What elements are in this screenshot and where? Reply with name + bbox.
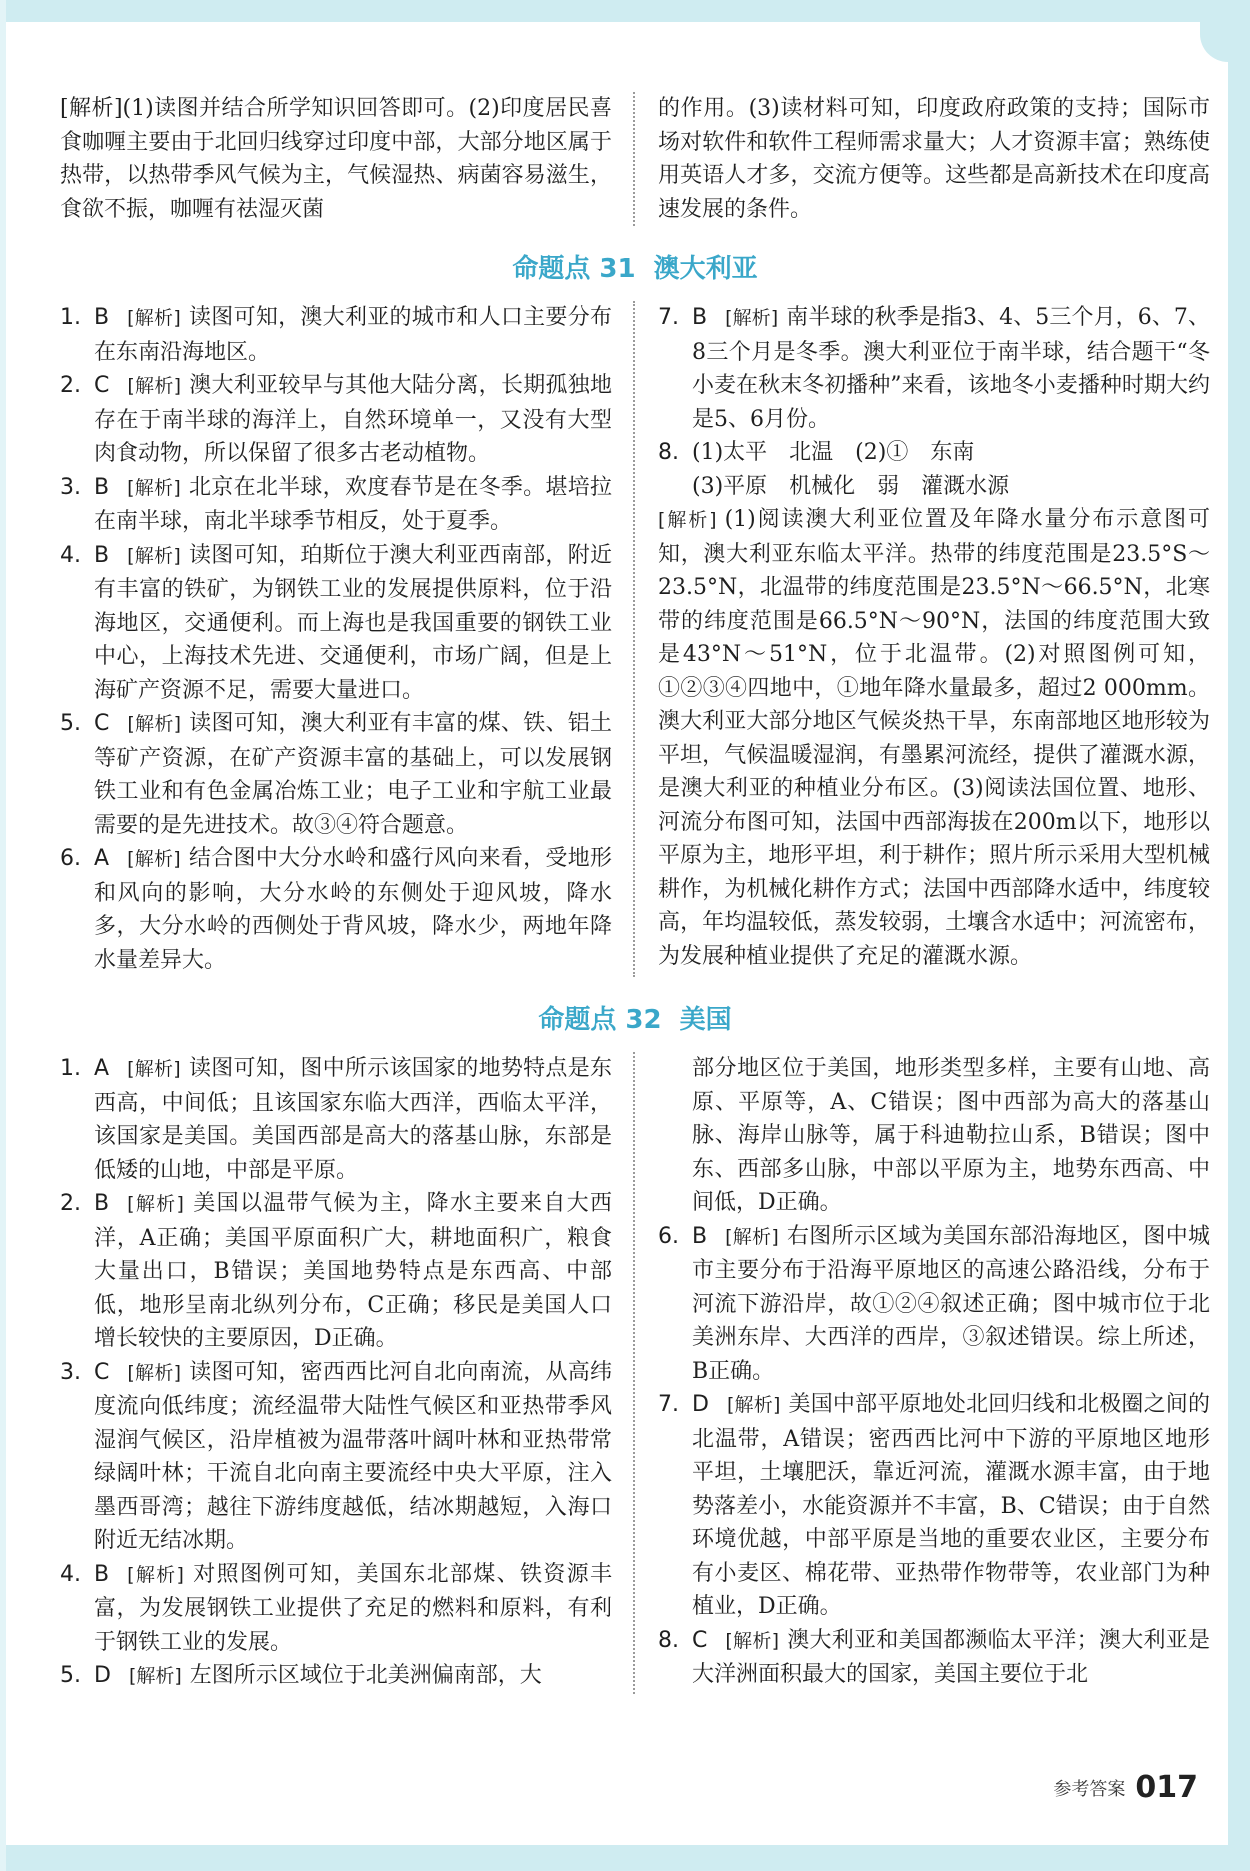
question-number: 8. (658, 1627, 679, 1653)
question-number: 3. (60, 474, 81, 500)
question-number: 6. (658, 1223, 679, 1249)
section-31-heading (60, 248, 1210, 285)
analysis-text: 结合图中大分水岭和盛行风向来看，受地形和风向的影响，大分水岭的东侧处于迎风坡，降水多，大分水岭的西侧处于背风坡，降水少，两地年降水量差异大。 (94, 846, 612, 973)
answer-letter: A (94, 846, 110, 871)
answer-analysis (658, 503, 1210, 973)
answer-letter: B (692, 305, 708, 330)
analysis-tag: [解析] (725, 1225, 779, 1248)
answer-page (60, 92, 1210, 1694)
analysis-tag: [解析] (726, 1394, 781, 1416)
answer-item (60, 842, 612, 977)
answer-letter: C (94, 373, 110, 398)
answer-item (60, 1659, 612, 1694)
question-number: 5. (60, 711, 81, 736)
question-number: 2. (60, 373, 81, 398)
page-border-right (1228, 0, 1250, 1871)
analysis-tag: [解析] (127, 848, 181, 870)
intro-right-text: 的作用。(3)读材料可知，印度政府政策的支持；国际市场对软件和软件工程师需求量大；人才资源丰富；熟练使用英语人才多，交流方便等。这些都是高新技术在印度高速发展的条件。 (658, 96, 1210, 222)
analysis-tag: [解析] (127, 307, 181, 329)
analysis-tag: [解析] (127, 1563, 184, 1586)
answer-item (658, 1624, 1210, 1692)
intro-left-text: [解析](1)读图并结合所学知识回答即可。(2)印度居民喜食咖喱主要由于北回归线穿过印度中部，大部分地区属于热带，以热带季风气候为主，气候湿热、病菌容易滋生，食欲不振，咖喱有祛湿灭菌 (60, 96, 612, 222)
question-number: 1. (60, 1056, 81, 1081)
question-number: 4. (60, 1561, 81, 1587)
section-32-label: 命题点 32 (538, 1005, 662, 1035)
analysis-tag: [解析] (127, 1058, 181, 1080)
analysis-tag: [解析] (127, 544, 181, 567)
answer-item (658, 301, 1210, 436)
section-31-block (60, 301, 1210, 977)
answer-item (60, 539, 612, 708)
analysis-text: 读图可知，澳大利亚的城市和人口主要分布在东南沿海地区。 (94, 305, 612, 365)
continued-text (658, 1052, 1210, 1220)
page-border-bottom (0, 1845, 1250, 1871)
answer-item (60, 369, 612, 471)
analysis-tag: [解析] (127, 1361, 181, 1384)
analysis-text: 左图所示区域位于北美洲偏南部，大 (189, 1663, 542, 1688)
question-number: 6. (60, 846, 81, 871)
page-number: 017 (1135, 1770, 1198, 1805)
answer-item (60, 1187, 612, 1356)
page-corner-tab (1200, 22, 1228, 62)
analysis-tag: [解析] (725, 307, 779, 329)
analysis-text: 对照图例可知，美国东北部煤、铁资源丰富，为发展钢铁工业提供了充足的燃料和原料，有利于钢铁工业的发展。 (94, 1561, 612, 1655)
footer-label: 参考答案 (1053, 1778, 1126, 1800)
question-number: 1. (60, 305, 81, 330)
analysis-text: 读图可知，澳大利亚有丰富的煤、铁、铝土等矿产资源，在矿产资源丰富的基础上，可以发展钢铁工业和有色金属冶炼工业；电子工业和宇航工业最需要的是先进技术。故③④符合题意。 (94, 711, 612, 838)
page-border-top (0, 0, 1250, 22)
analysis-tag: [解析] (127, 1193, 184, 1215)
question-number: 8. (658, 440, 679, 465)
column-divider (633, 301, 635, 977)
page-border-left (0, 0, 6, 1871)
question-number: 7. (658, 1392, 679, 1417)
analysis-tag: [解析] (127, 476, 181, 499)
analysis-text: 澳大利亚和美国都濒临太平洋；澳大利亚是大洋洲面积最大的国家，美国主要位于北 (692, 1627, 1210, 1687)
analysis-text: 右图所示区域为美国东部沿海地区，图中城市主要分布于沿海平原地区的高速公路沿线，分布于河流下游沿岸，故①②④叙述正确；图中城市位于北美洲东岸、大西洋的西岸，③叙述错误。综上所述，B正确。 (692, 1223, 1210, 1384)
answer-line: (3)平原 机械化 弱 灌溉水源 (692, 473, 1010, 499)
analysis-text: 美国以温带气候为主，降水主要来自大西洋，A正确；美国平原面积广大，耕地面积广，粮食大量出口，B错误；美国地势特点是东西高、中部低，地形呈南北纵列分布，C正确；移民是美国人口增长较快的主要原因，D正确。 (94, 1191, 612, 1351)
answer-letter: B (94, 305, 110, 330)
question-number: 3. (60, 1359, 81, 1385)
answer-item (658, 1388, 1210, 1624)
answer-item (60, 1052, 612, 1187)
answer-letter: B (692, 1223, 708, 1249)
analysis-text: 北京在北半球，欢度春节是在冬季。堪培拉在南半球，南北半球季节相反，处于夏季。 (94, 474, 612, 534)
answer-letter: C (94, 1359, 110, 1385)
analysis-text: 部分地区位于美国，地形类型多样，主要有山地、高原、平原等，A、C错误；图中西部为高大的落基山脉、海岸山脉等，属于科迪勒拉山系，B错误；图中东、西部多山脉，中部以平原为主，地势东西高、中间低，D正确。 (692, 1056, 1210, 1215)
answer-item (60, 707, 612, 842)
analysis-tag: [解析] (725, 1629, 779, 1652)
analysis-tag: [解析] (127, 713, 181, 735)
question-number: 5. (60, 1663, 81, 1688)
answer-letter: A (94, 1056, 110, 1081)
answer-letter: D (692, 1392, 709, 1417)
question-number: 4. (60, 542, 81, 568)
column-divider (633, 92, 635, 226)
section-32-block (60, 1052, 1210, 1694)
intro-block (60, 92, 1210, 226)
answer-item (60, 301, 612, 369)
analysis-text: 读图可知，珀斯位于澳大利亚西南部，附近有丰富的铁矿，为钢铁工业的发展提供原料，位于沿海地区，交通便利。而上海也是我国重要的钢铁工业中心，上海技术先进、交通便利，市场广阔，但是上海矿产资源不足，需要大量进口。 (94, 542, 612, 703)
page-footer (1053, 1770, 1198, 1805)
answer-letter: C (94, 711, 110, 736)
answer-letter: B (94, 1191, 110, 1216)
analysis-tag: [解析] (658, 509, 717, 531)
answer-item (658, 436, 1210, 470)
answer-item (658, 1220, 1210, 1389)
section-31-topic: 澳大利亚 (653, 254, 758, 284)
answer-letter: C (692, 1627, 708, 1653)
analysis-text: 美国中部平原地处北回归线和北极圈之间的北温带，A错误；密西西比河中下游的平原地区地形平坦，土壤肥沃，靠近河流，灌溉水源丰富，由于地势落差小，水能资源并不丰富，B、C错误；由于自然环境优越，中部平原是当地的重要农业区，主要分布有小麦区、棉花带、亚热带作物带等，农业部门为种植业，D正确。 (692, 1392, 1210, 1619)
answer-item (60, 471, 612, 539)
section-31-label: 命题点 31 (512, 254, 636, 284)
analysis-text: 读图可知，密西西比河自北向南流，从高纬度流向低纬度；流经温带大陆性气候区和亚热带季风湿润气候区，沿岸植被为温带落叶阔叶林和亚热带常绿阔叶林；干流自北向南主要流经中央大平原，注入墨西哥湾；越往下游纬度越低，结冰期越短，入海口附近无结冰期。 (94, 1359, 612, 1553)
answer-line-2 (658, 470, 1210, 504)
answer-letter: B (94, 474, 110, 500)
analysis-tag: [解析] (128, 1665, 182, 1687)
analysis-tag: [解析] (127, 375, 181, 397)
column-divider (633, 1052, 635, 1694)
analysis-text: 南半球的秋季是指3、4、5三个月，6、7、8三个月是冬季。澳大利亚位于南半球，结合题干“冬小麦在秋末冬初播种”来看，该地冬小麦播种时期大约是5、6月份。 (692, 305, 1210, 432)
analysis-text: 读图可知，图中所示该国家的地势特点是东西高，中间低；且该国家东临大西洋，西临太平洋，该国家是美国。美国西部是高大的落基山脉，东部是低矮的山地，中部是平原。 (94, 1056, 612, 1183)
question-number: 7. (658, 305, 679, 330)
question-number: 2. (60, 1191, 81, 1216)
answer-item (60, 1356, 612, 1558)
analysis-text: 澳大利亚较早与其他大陆分离，长期孤独地存在于南半球的海洋上，自然环境单一，又没有大型肉食动物，所以保留了很多古老动植物。 (94, 373, 612, 466)
section-32-topic: 美国 (679, 1005, 732, 1035)
answer-letter: B (94, 542, 110, 568)
section-32-heading (60, 999, 1210, 1036)
answer-letter: B (94, 1561, 110, 1587)
answer-item (60, 1558, 612, 1660)
answer-letter: D (94, 1663, 111, 1688)
answer-line: (1)太平 北温 (2)① 东南 (692, 440, 975, 465)
analysis-text: (1)阅读澳大利亚位置及年降水量分布示意图可知，澳大利亚东临太平洋。热带的纬度范围是23.5°S～23.5°N，北温带的纬度范围是23.5°N～66.5°N，北寒带的纬度范围是66.5°N～90°N，法国的纬度范围大致是43°N～51°N，位于北温带。(2)对照图例可知，①②③④四地中，①地年降水量最多，超过2 000mm。澳大利亚大部分地区气候炎热干旱，东南部地区地形较为平坦，气候温暖湿润，有墨累河流经，提供了灌溉水源，是澳大利亚的种植业分布区。(3)阅读法国位置、地形、河流分布图可知，法国中西部海拔在200m以下，地形以平原为主，地形平坦，利于耕作；照片所示采用大型机械耕作，为机械化耕作方式；法国中西部降水适中，纬度较高，年均温较低，蒸发较弱，土壤含水适中；河流密布，为发展种植业提供了充足的灌溉水源。 (658, 507, 1210, 969)
